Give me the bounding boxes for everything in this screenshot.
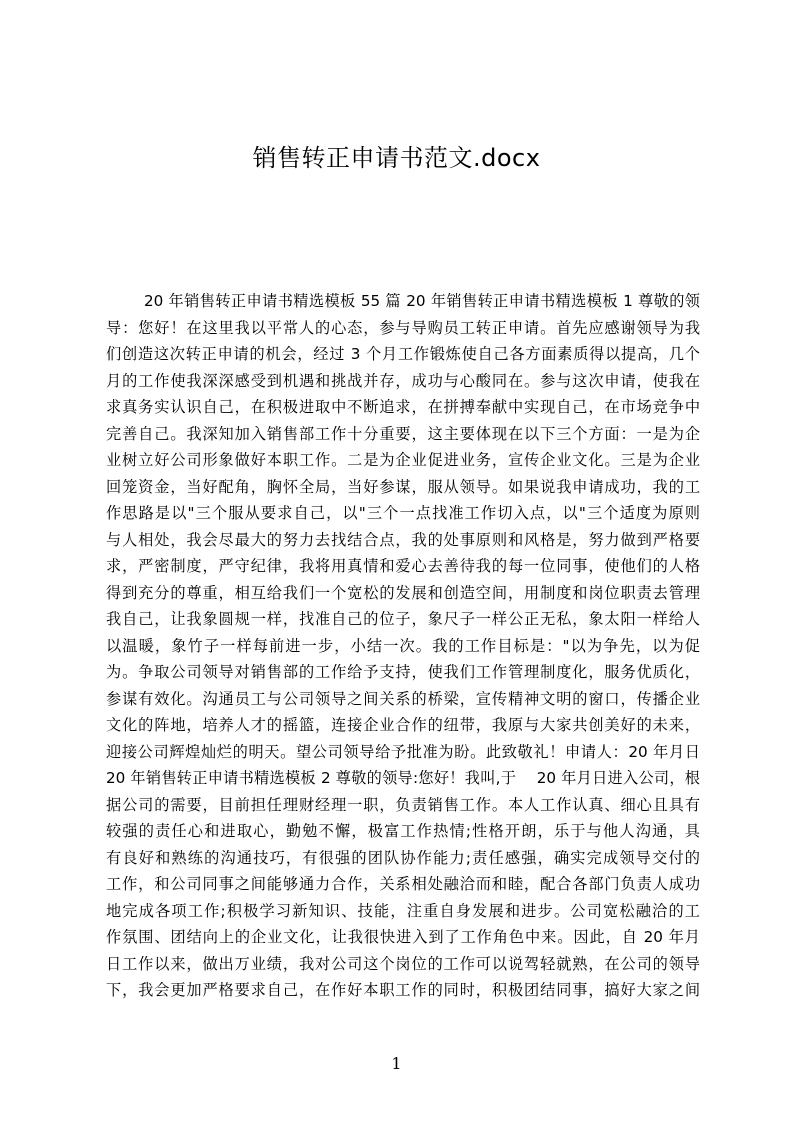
text-line: 与人相处，我会尽最大的努力去找结合点，我的处事原则和风格是，努力做到严格要: [106, 530, 700, 549]
text-line: 求，严密制度，严守纪律，我将用真情和爱心去善待我的每一位同事，使他们的人格: [106, 557, 700, 575]
text-line: 地完成各项工作;积极学习新知识、技能，注重自身发展和进步。公司宽松融洽的工: [106, 901, 700, 920]
text-line: 20 年销售转正申请书精选模板 2 尊敬的领导:您好！我叫,于 20 年月日进入公司，根: [106, 769, 700, 787]
text-line: 完善自己。我深知加入销售部工作十分重要，这主要体现在以下三个方面：一是为企: [106, 424, 700, 443]
text-line: 20 年销售转正申请书精选模板 55 篇 20 年销售转正申请书精选模板 1 尊敬的领: [144, 292, 700, 310]
text-line: 得到充分的尊重，相互给我们一个宽松的发展和创造空间，用制度和岗位职责去管理: [106, 583, 700, 602]
text-line: 回笼资金，当好配角，胸怀全局，当好参谋，服从领导。如果说我申请成功，我的工: [106, 477, 700, 496]
text-line: 日工作以来，做出万业绩，我对公司这个岗位的工作可以说驾轻就熟，在公司的领导: [106, 954, 700, 973]
text-line: 参谋有效化。沟通员工与公司领导之间关系的桥梁，宣传精神文明的窗口，传播企业: [106, 689, 700, 708]
text-line: 求真务实认识自己，在积极进取中不断追求，在拼搏奉献中实现自己，在市场竞争中: [106, 398, 700, 416]
text-line: 为。争取公司领导对销售部的工作给予支持，使我们工作管理制度化，服务优质化，: [106, 663, 700, 681]
text-line: 有良好和熟练的沟通技巧，有很强的团队协作能力;责任感强，确实完成领导交付的: [106, 848, 700, 867]
page-number: 1: [391, 1054, 402, 1073]
text-line: 迎接公司辉煌灿烂的明天。望公司领导给予批准为盼。此致敬礼！申请人：20 年月日: [106, 742, 700, 761]
text-line: 下，我会更加严格要求自己，在作好本职工作的同时，积极团结同事，搞好大家之间: [106, 981, 700, 999]
body-paragraph: [106, 288, 700, 1004]
text-line: 文化的阵地，培养人才的摇篮，连接企业合作的纽带，我原与大家共创美好的未来，: [106, 716, 700, 734]
text-line: 作思路是以"三个服从要求自己，以"三个一点找准工作切入点，以"三个适度为原则: [106, 504, 700, 522]
text-line: 们创造这次转正申请的机会，经过 3 个月工作锻炼使自己各方面素质得以提高，几个: [106, 345, 700, 363]
text-line: 业树立好公司形象做好本职工作。二是为企业促进业务，宣传企业文化。三是为企业: [106, 451, 700, 469]
text-line: 据公司的需要，目前担任理财经理一职，负责销售工作。本人工作认真、细心且具有: [106, 795, 700, 814]
text-line: 我自己，让我象圆规一样，找准自己的位子，象尺子一样公正无私，象太阳一样给人: [106, 610, 700, 628]
text-line: 导：您好！在这里我以平常人的心态，参与导购员工转正申请。首先应感谢领导为我: [106, 318, 700, 337]
text-line: 月的工作使我深深感受到机遇和挑战并存，成功与心酸同在。参与这次申请，使我在: [106, 371, 700, 390]
document-title: 销售转正申请书范文.docx: [252, 144, 541, 172]
text-line: 以温暖，象竹子一样每前进一步，小结一次。我的工作目标是："以为争先，以为促: [106, 636, 700, 655]
text-line: 较强的责任心和进取心，勤勉不懈，极富工作热情;性格开朗，乐于与他人沟通，具: [106, 822, 700, 840]
text-line: 工作，和公司同事之间能够通力合作，关系相处融洽而和睦，配合各部门负责人成功: [106, 875, 700, 893]
text-line: 作氛围、团结向上的企业文化，让我很快进入到了工作角色中来。因此，自 20 年月: [106, 928, 700, 946]
